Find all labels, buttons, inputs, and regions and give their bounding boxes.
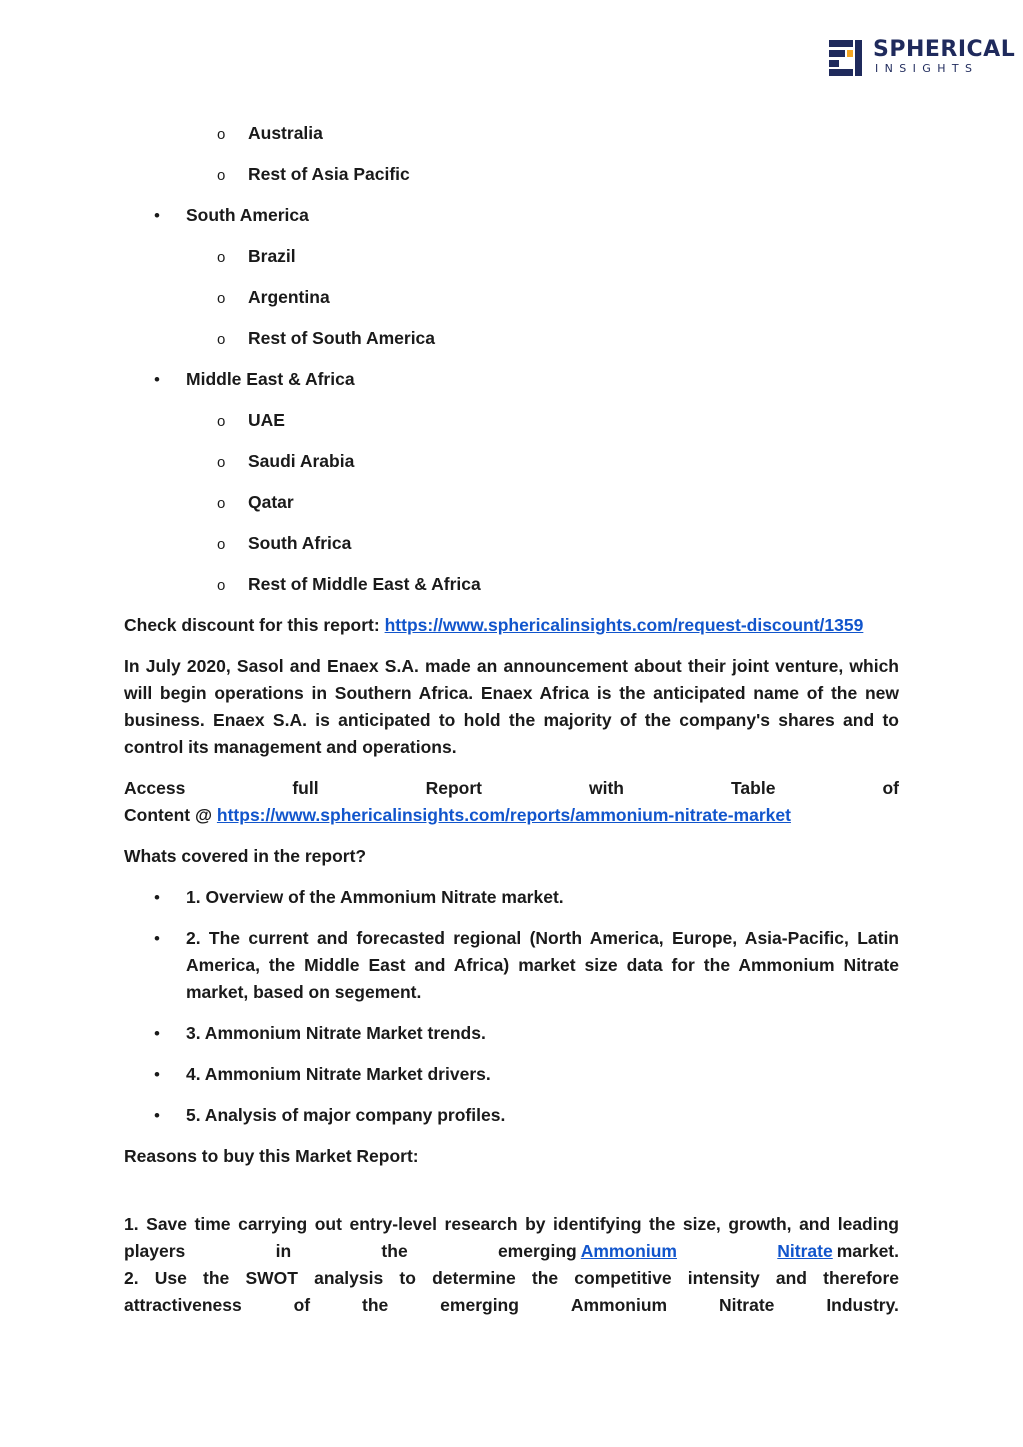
- disc-bullet-icon: •: [154, 929, 160, 948]
- discount-link[interactable]: https://www.sphericalinsights.com/request-discount/1359: [384, 615, 864, 635]
- list-item: • 3. Ammonium Nitrate Market trends.: [124, 1020, 899, 1047]
- list-item: o Argentina: [124, 284, 899, 311]
- list-item: o Rest of Asia Pacific: [124, 161, 899, 188]
- list-item: o South Africa: [124, 530, 899, 557]
- spherical-insights-logo: [829, 37, 1016, 78]
- reason-1-line-2: players in the emerging Ammonium Nitrate market.: [124, 1238, 899, 1265]
- list-item: o UAE: [124, 407, 899, 434]
- ammonium-nitrate-link[interactable]: Ammonium Nitrate: [580, 1241, 833, 1261]
- list-item: • 1. Overview of the Ammonium Nitrate market.: [124, 884, 899, 911]
- document-body: [124, 120, 899, 1319]
- list-item: o Brazil: [124, 243, 899, 270]
- circle-bullet-icon: o: [217, 536, 226, 553]
- discount-label: Check discount for this report:: [124, 615, 380, 635]
- circle-bullet-icon: o: [217, 495, 226, 512]
- circle-bullet-icon: o: [217, 167, 226, 184]
- disc-bullet-icon: •: [154, 1024, 160, 1043]
- reason-1-line-1: 1. Save time carrying out entry-level research by identifying the size, growth, and leading: [124, 1214, 899, 1234]
- disc-bullet-icon: •: [154, 1065, 160, 1084]
- logo-mark-icon: [829, 40, 865, 76]
- circle-bullet-icon: o: [217, 249, 226, 266]
- disc-bullet-icon: •: [154, 370, 160, 389]
- list-item: o Qatar: [124, 489, 899, 516]
- circle-bullet-icon: o: [217, 454, 226, 471]
- reason-2-line-1: 2. Use the SWOT analysis to determine the competitive intensity and therefore: [124, 1268, 899, 1288]
- circle-bullet-icon: o: [217, 413, 226, 430]
- list-item-region: • South America: [124, 202, 899, 229]
- list-item: • 4. Ammonium Nitrate Market drivers.: [124, 1061, 899, 1088]
- list-item: o Rest of Middle East & Africa: [124, 571, 899, 598]
- list-item: o Rest of South America: [124, 325, 899, 352]
- news-paragraph: In July 2020, Sasol and Enaex S.A. made an announcement about their joint venture, which will begin operations in Southern Africa. Enaex Africa is the anticipated name of the new business. Enaex S.A. is anticipated to hold the majority of the company's shares and to control its management and operations.: [124, 656, 899, 757]
- circle-bullet-icon: o: [217, 126, 226, 143]
- access-link-line: Content @ https://www.sphericalinsights.com/reports/ammonium-nitrate-market: [124, 805, 791, 825]
- list-item: • 5. Analysis of major company profiles.: [124, 1102, 899, 1129]
- reasons-title: Reasons to buy this Market Report:: [124, 1146, 419, 1166]
- disc-bullet-icon: •: [154, 1106, 160, 1125]
- list-item: o Australia: [124, 120, 899, 147]
- access-report-block: [124, 775, 899, 829]
- access-line: Access full Report with Table of: [124, 778, 899, 798]
- circle-bullet-icon: o: [217, 331, 226, 348]
- reason-2-line-2: attractiveness of the emerging Ammonium Nitrate Industry.: [124, 1295, 899, 1315]
- disc-bullet-icon: •: [154, 888, 160, 907]
- reasons-block: [124, 1211, 899, 1319]
- circle-bullet-icon: o: [217, 290, 226, 307]
- discount-line: [124, 612, 899, 639]
- logo-word-bottom: INSIGHTS: [875, 62, 979, 75]
- circle-bullet-icon: o: [217, 577, 226, 594]
- list-item-region: • Middle East & Africa: [124, 366, 899, 393]
- report-link[interactable]: https://www.sphericalinsights.com/reports/ammonium-nitrate-market: [216, 805, 791, 825]
- disc-bullet-icon: •: [154, 206, 160, 225]
- list-item: • 2. The current and forecasted regional (North America, Europe, Asia-Pacific, Latin America, the Middle East and Africa) market size data for the Ammonium Nitrate market, based on segement.: [124, 925, 899, 1006]
- logo-word-top: SPHERICAL: [873, 37, 1016, 62]
- covered-title: Whats covered in the report?: [124, 846, 367, 866]
- list-item: o Saudi Arabia: [124, 448, 899, 475]
